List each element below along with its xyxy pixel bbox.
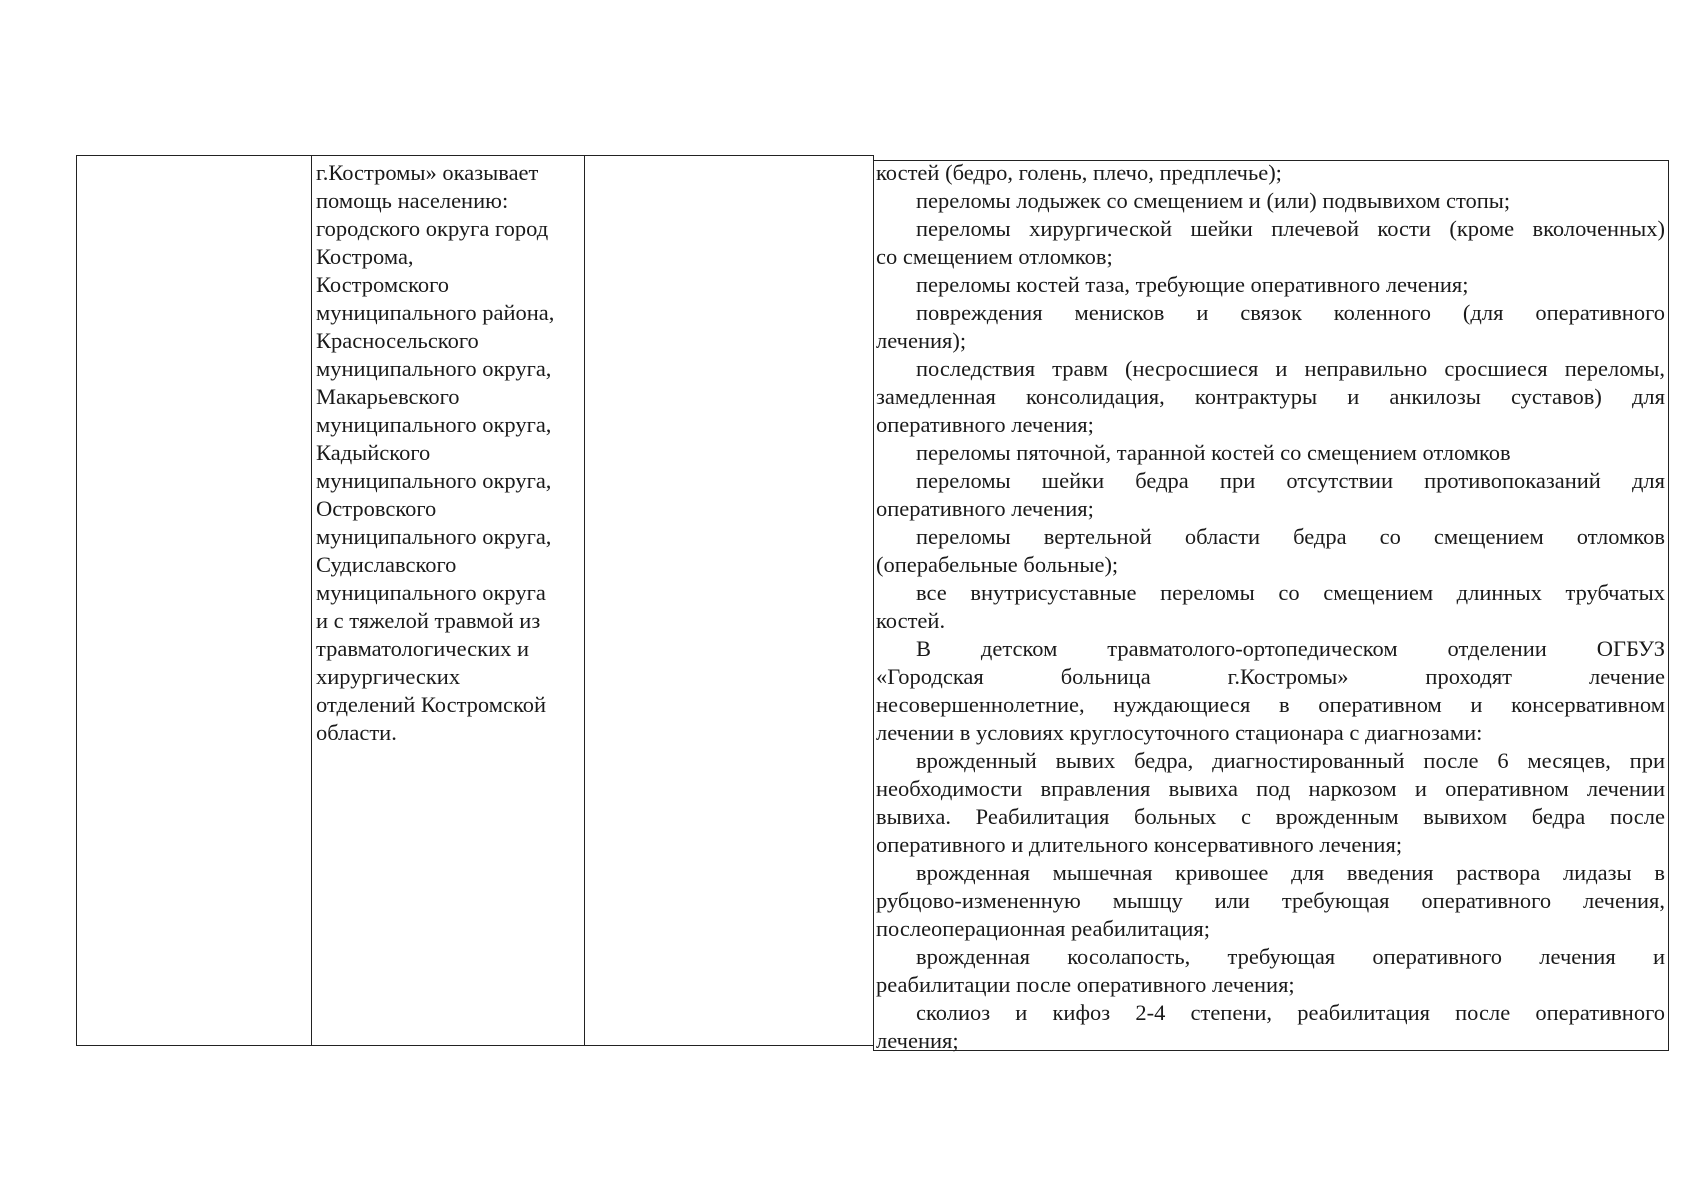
cell-line: все внутрисуставные переломы со смещением длинных трубчатых: [916, 580, 1665, 605]
cell-line: переломы вертельной области бедра со смещением отломков: [916, 524, 1665, 549]
table-right-border: [1668, 160, 1669, 1051]
table-top-border: [76, 155, 873, 156]
cell-line: переломы костей таза, требующие оперативного лечения;: [916, 272, 1469, 297]
cell-line: переломы шейки бедра при отсутствии противопоказаний для: [916, 468, 1665, 493]
cell-line: рубцово-измененную мышцу или требующая оперативного лечения,: [876, 888, 1665, 913]
cell-line: необходимости вправления вывиха под наркозом и оперативном лечении: [876, 776, 1665, 801]
cell-line: вывиха. Реабилитация больных с врожденным вывихом бедра после: [876, 804, 1665, 829]
cell-line: и с тяжелой травмой из: [316, 608, 541, 633]
cell-line: костей (бедро, голень, плечо, предплечье);: [876, 160, 1282, 185]
cell-line: реабилитации после оперативного лечения;: [876, 972, 1295, 997]
cell-line: В детском травматолого-ортопедическом отделении ОГБУЗ: [916, 636, 1665, 661]
cell-line: переломы хирургической шейки плечевой кости (кроме вколоченных): [916, 216, 1665, 241]
column-divider-1: [311, 155, 312, 1046]
service-area-cell: [316, 159, 580, 747]
cell-line: Судиславского: [316, 552, 457, 577]
cell-line: отделений Костромской: [316, 692, 547, 717]
cell-line: повреждения менисков и связок коленного (для оперативного: [916, 300, 1665, 325]
column-divider-3: [873, 155, 874, 1050]
cell-line: Макарьевского: [316, 384, 460, 409]
cell-line: Островского: [316, 496, 437, 521]
column-divider-2: [584, 155, 585, 1046]
table-left-border: [76, 155, 77, 1046]
table-bottom-border: [76, 1045, 873, 1046]
cell-line: муниципального округа: [316, 580, 546, 605]
cell-line: оперативного лечения;: [876, 412, 1094, 437]
cell-line: хирургических: [316, 664, 461, 689]
cell-line: области.: [316, 720, 397, 745]
cell-line: костей.: [876, 608, 946, 633]
cell-line: сколиоз и кифоз 2-4 степени, реабилитация после оперативного: [916, 1000, 1665, 1025]
cell-line: муниципального округа,: [316, 412, 552, 437]
cell-line: последствия травм (несросшиеся и неправильно сросшиеся переломы,: [916, 356, 1665, 381]
cell-line: врожденная косолапость, требующая оперативного лечения и: [916, 944, 1665, 969]
cell-line: лечения;: [876, 1028, 959, 1053]
cell-line: Красносельского: [316, 328, 479, 353]
cell-line: г.Костромы» оказывает: [316, 160, 539, 185]
cell-line: муниципального округа,: [316, 468, 552, 493]
cell-line: городского округа город: [316, 216, 549, 241]
cell-line: лечения);: [876, 328, 967, 353]
cell-line: замедленная консолидация, контрактуры и анкилозы суставов) для: [876, 384, 1665, 409]
cell-line: лечении в условиях круглосуточного стационара с диагнозами:: [876, 720, 1483, 745]
cell-line: травматологических и: [316, 636, 530, 661]
cell-line: Костромского: [316, 272, 450, 297]
cell-line: врожденная мышечная кривошее для введения раствора лидазы в: [916, 860, 1665, 885]
cell-line: переломы пяточной, таранной костей со смещением отломков: [916, 440, 1511, 465]
cell-line: переломы лодыжек со смещением и (или) подвывихом стопы;: [916, 188, 1511, 213]
cell-line: Кадыйского: [316, 440, 431, 465]
cell-line: муниципального округа,: [316, 356, 552, 381]
cell-line: врожденный вывих бедра, диагностированный после 6 месяцев, при: [916, 748, 1665, 773]
diagnoses-cell: [876, 159, 1665, 1055]
cell-line: (операбельные больные);: [876, 552, 1119, 577]
cell-line: несовершеннолетние, нуждающиеся в оперативном и консервативном: [876, 692, 1665, 717]
cell-line: помощь населению:: [316, 188, 509, 213]
cell-line: послеоперационная реабилитация;: [876, 916, 1210, 941]
cell-line: оперативного лечения;: [876, 496, 1094, 521]
cell-line: оперативного и длительного консервативного лечения;: [876, 832, 1403, 857]
cell-line: муниципального округа,: [316, 524, 552, 549]
cell-line: «Городская больница г.Костромы» проходят лечение: [876, 664, 1665, 689]
cell-line: Кострома,: [316, 244, 414, 269]
cell-line: со смещением отломков;: [876, 244, 1113, 269]
cell-line: муниципального района,: [316, 300, 555, 325]
